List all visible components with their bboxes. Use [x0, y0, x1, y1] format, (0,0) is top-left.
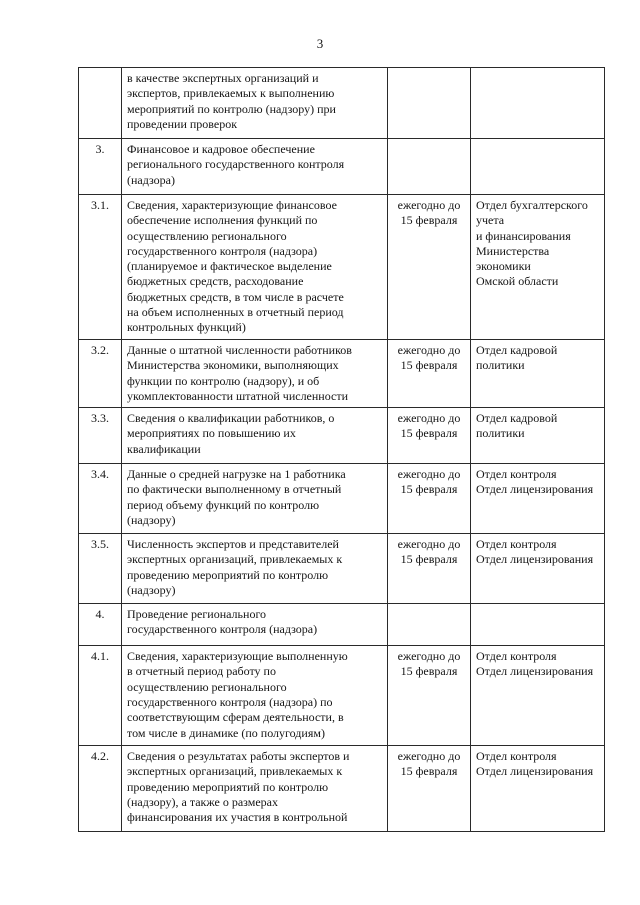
row-number: 3.3.	[79, 408, 122, 464]
table-row	[79, 139, 605, 195]
table-row	[79, 646, 605, 746]
row-deadline: ежегодно до 15 февраля	[388, 340, 471, 408]
row-description: Сведения о результатах работы экспертов и экспертных организаций, привлекаемых к проведению мероприятий по контролю (надзору), а также о размерах финансирования их участия в контрольной	[122, 746, 388, 832]
row-responsible: Отдел кадровой политики	[471, 408, 605, 464]
row-responsible: Отдел контроля Отдел лицензирования	[471, 646, 605, 746]
row-description: Сведения, характеризующие финансовое обеспечение исполнения функций по осуществлению регионального государственного контроля (надзора) (планируемое и фактическое выделение бюджетных средств, расходование бюджетных средств, в том числе в расчете на объем исполненных в отчетный период контрольных функций)	[122, 195, 388, 340]
row-number: 3.	[79, 139, 122, 195]
row-description: Данные о штатной численности работников Министерства экономики, выполняющих функции по контролю (надзору), и об укомплектованности штатной численности	[122, 340, 388, 408]
row-description: Финансовое и кадровое обеспечение регионального государственного контроля (надзора)	[122, 139, 388, 195]
row-deadline	[388, 68, 471, 139]
table-row	[79, 464, 605, 534]
row-deadline: ежегодно до 15 февраля	[388, 464, 471, 534]
row-responsible	[471, 68, 605, 139]
row-number: 3.2.	[79, 340, 122, 408]
row-deadline	[388, 139, 471, 195]
row-deadline: ежегодно до 15 февраля	[388, 408, 471, 464]
report-table	[78, 67, 605, 832]
row-number: 3.4.	[79, 464, 122, 534]
row-number: 3.5.	[79, 534, 122, 604]
row-description: Численность экспертов и представителей экспертных организаций, привлекаемых к проведению мероприятий по контролю (надзору)	[122, 534, 388, 604]
table-row	[79, 534, 605, 604]
row-responsible: Отдел бухгалтерского учета и финансирования Министерства экономики Омской области	[471, 195, 605, 340]
table-row	[79, 68, 605, 139]
table-row	[79, 604, 605, 646]
row-number: 3.1.	[79, 195, 122, 340]
row-deadline: ежегодно до 15 февраля	[388, 646, 471, 746]
table-row	[79, 195, 605, 340]
row-deadline: ежегодно до 15 февраля	[388, 534, 471, 604]
row-responsible: Отдел контроля Отдел лицензирования	[471, 464, 605, 534]
row-responsible	[471, 604, 605, 646]
row-deadline: ежегодно до 15 февраля	[388, 195, 471, 340]
table-row	[79, 408, 605, 464]
row-description: в качестве экспертных организаций и экспертов, привлекаемых к выполнению мероприятий по контролю (надзору) при проведении проверок	[122, 68, 388, 139]
row-responsible: Отдел контроля Отдел лицензирования	[471, 534, 605, 604]
page-number: 3	[316, 36, 324, 51]
row-number: 4.2.	[79, 746, 122, 832]
row-description: Проведение регионального государственного контроля (надзора)	[122, 604, 388, 646]
row-description: Данные о средней нагрузке на 1 работника по фактически выполненному в отчетный период объему функций по контролю (надзору)	[122, 464, 388, 534]
row-number	[79, 68, 122, 139]
row-deadline	[388, 604, 471, 646]
row-responsible: Отдел кадровой политики	[471, 340, 605, 408]
table-row	[79, 340, 605, 408]
row-deadline: ежегодно до 15 февраля	[388, 746, 471, 832]
table-row	[79, 746, 605, 832]
row-number: 4.	[79, 604, 122, 646]
row-description: Сведения, характеризующие выполненную в отчетный период работу по осуществлению регионального государственного контроля (надзора) по соответствующим сферам деятельности, в том числе в динамике (по полугодиям)	[122, 646, 388, 746]
row-responsible	[471, 139, 605, 195]
row-description: Сведения о квалификации работников, о мероприятиях по повышению их квалификации	[122, 408, 388, 464]
row-number: 4.1.	[79, 646, 122, 746]
row-responsible: Отдел контроля Отдел лицензирования	[471, 746, 605, 832]
